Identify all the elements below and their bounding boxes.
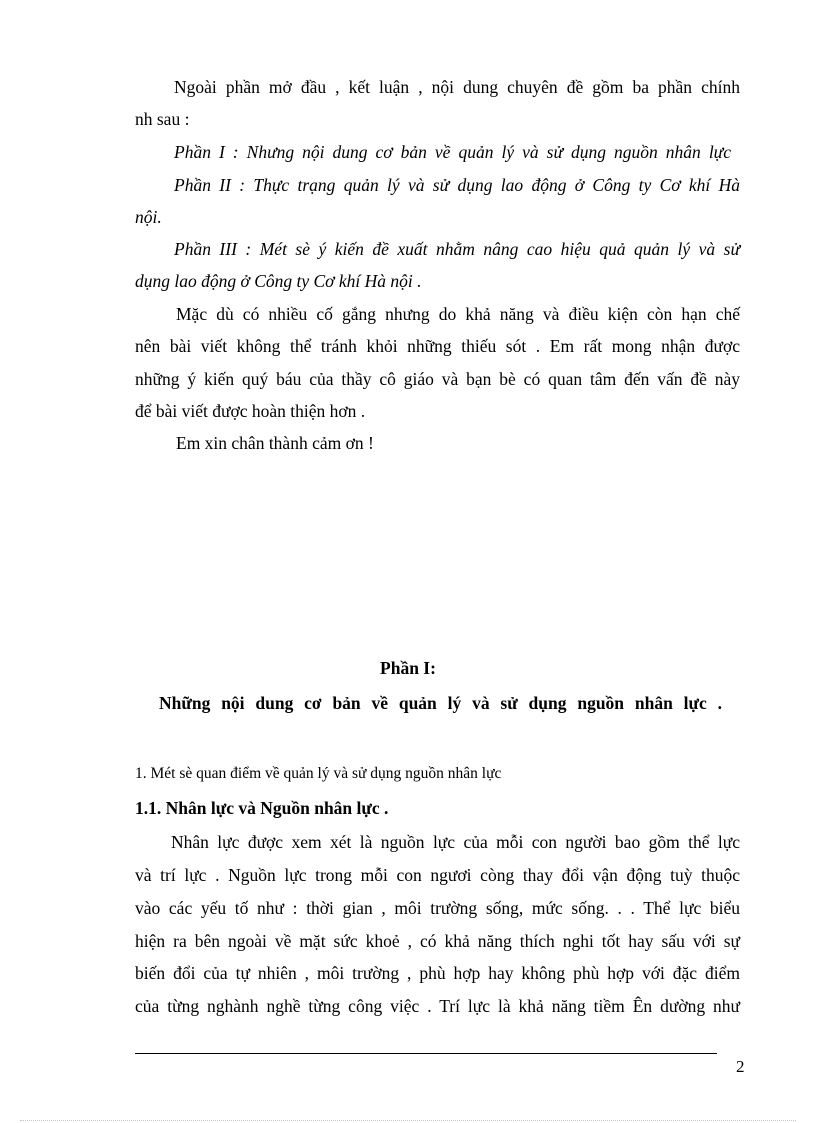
section-heading: 1. Mét sè quan điểm về quản lý và sử dụng nguồn nhân lực <box>135 765 502 782</box>
body-paragraph-line: và trí lực . Nguồn lực trong mỗi con ngươi còng thay đổi vận động tuỳ thuộc <box>135 865 740 885</box>
part-three-summary: Phần III : Mét sè ý kiến đề xuất nhằm nâng cao hiệu quả quản lý và sử <box>174 239 740 259</box>
part-three-summary-cont: dụng lao động ở Công ty Cơ khí Hà nội . <box>135 271 422 291</box>
part-one-summary: Phần I : Nhưng nội dung cơ bản về quản lý và sử dụng nguồn nhân lực <box>174 142 731 162</box>
apology-paragraph-line: để bài viết được hoàn thiện hơn . <box>135 401 366 421</box>
apology-paragraph-line: nên bài viết không thể tránh khỏi những thiếu sót . Em rất mong nhận được <box>135 336 740 356</box>
body-paragraph-line: hiện ra bên ngoài về mặt sức khoẻ , có khả năng thích nghi tốt hay sấu với sự <box>135 931 740 951</box>
body-paragraph-line: của từng nghành nghề từng công việc . Trí lực là khả năng tiềm Ên dường như <box>135 996 740 1016</box>
body-paragraph-line: biến đổi của tự nhiên , môi trường , phù hợp hay không phù hợp với đặc điểm <box>135 963 740 983</box>
footer-divider <box>135 1053 717 1054</box>
part-two-summary: Phần II : Thực trạng quản lý và sử dụng lao động ở Công ty Cơ khí Hà <box>174 175 740 195</box>
part-two-summary-cont: nội. <box>135 207 162 227</box>
subsection-heading: 1.1. Nhân lực và Nguồn nhân lực . <box>135 798 389 818</box>
chapter-subtitle: Những nội dung cơ bản về quản lý và sử dụng nguồn nhân lực . <box>159 693 722 713</box>
page-number: 2 <box>736 1057 745 1076</box>
apology-paragraph-line: những ý kiến quý báu của thầy cô giáo và bạn bè có quan tâm đến vấn đề này <box>135 369 740 389</box>
page-edge-divider <box>20 1120 796 1121</box>
body-paragraph-line: Nhân lực được xem xét là nguồn lực của mỗi con người bao gồm thể lực <box>171 832 740 852</box>
chapter-title: Phần I: <box>380 658 436 678</box>
intro-paragraph-line: Ngoài phần mở đầu , kết luận , nội dung chuyên đề gồm ba phần chính <box>174 77 740 97</box>
intro-paragraph-line: nh sau : <box>135 109 190 129</box>
body-paragraph-line: vào các yếu tố như : thời gian , môi trường sống, mức sống. . . Thể lực biểu <box>135 898 740 918</box>
apology-paragraph-line: Mặc dù có nhiều cố gắng nhưng do khả năng và điều kiện còn hạn chế <box>176 304 740 324</box>
thanks-line: Em xin chân thành cảm ơn ! <box>176 433 374 453</box>
